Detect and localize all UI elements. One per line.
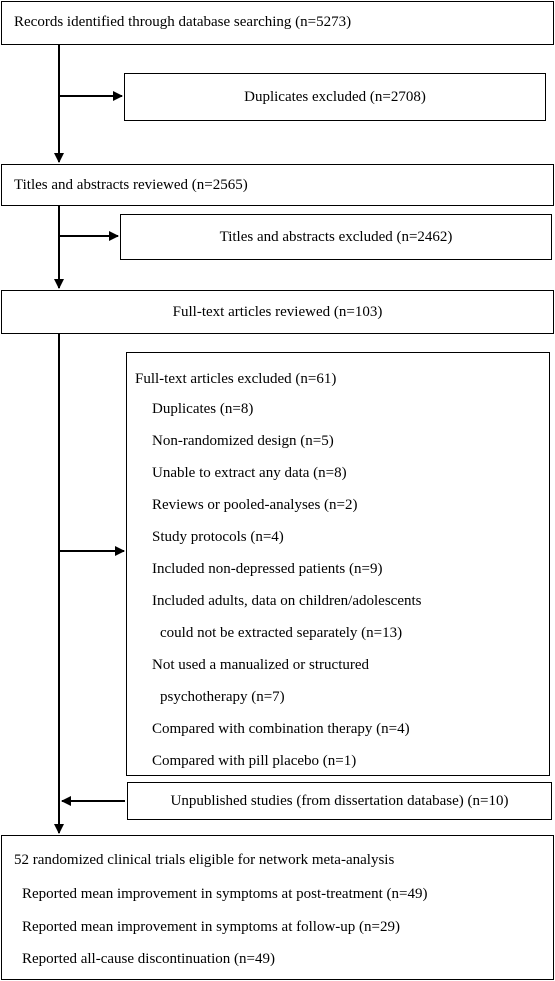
reported-outcome: Reported mean improvement in symptoms at post-treatment (n=49) [22,886,428,902]
eligible-trials-heading: 52 randomized clinical trials eligible for network meta-analysis [14,852,395,868]
reported-outcome: Reported all-cause discontinuation (n=49) [22,951,275,967]
exclusion-reason: Not used a manualized or structured [152,657,370,673]
exclusion-reason-continued: could not be extracted separately (n=13) [160,625,403,641]
unpublished-studies-box [127,782,552,820]
exclusion-reason: Included adults, data on children/adolescents [152,593,422,609]
exclusion-reason: Non-randomized design (n=5) [152,433,334,449]
fulltext-reviewed-text: Full-text articles reviewed (n=103) [172,304,383,320]
exclusion-reason: Compared with combination therapy (n=4) [152,721,410,737]
exclusion-reason: Study protocols (n=4) [152,529,284,545]
unpublished-studies-text: Unpublished studies (from dissertation database) (n=10) [170,793,509,809]
fulltext-excluded-box [126,352,550,776]
exclusion-reason: Duplicates (n=8) [152,401,254,417]
titles-reviewed-text: Titles and abstracts reviewed (n=2565) [14,177,248,193]
duplicates-excluded-text: Duplicates excluded (n=2708) [244,89,426,105]
exclusion-reason: Reviews or pooled-analyses (n=2) [152,497,358,513]
reported-outcome: Reported mean improvement in symptoms at follow-up (n=29) [22,919,400,935]
exclusion-reason-continued: psychotherapy (n=7) [160,689,285,705]
eligible-trials-box [1,835,554,980]
records-identified-box [1,1,554,45]
exclusion-reason: Included non-depressed patients (n=9) [152,561,383,577]
duplicates-excluded-box [124,73,546,121]
fulltext-excluded-heading: Full-text articles excluded (n=61) [135,371,337,387]
fulltext-reviewed-box [1,290,554,334]
titles-excluded-text: Titles and abstracts excluded (n=2462) [219,229,453,245]
titles-reviewed-box [1,164,554,206]
titles-excluded-box [120,214,552,260]
records-identified-text: Records identified through database searching (n=5273) [14,14,352,30]
exclusion-reason: Unable to extract any data (n=8) [152,465,347,481]
exclusion-reason: Compared with pill placebo (n=1) [152,753,357,769]
